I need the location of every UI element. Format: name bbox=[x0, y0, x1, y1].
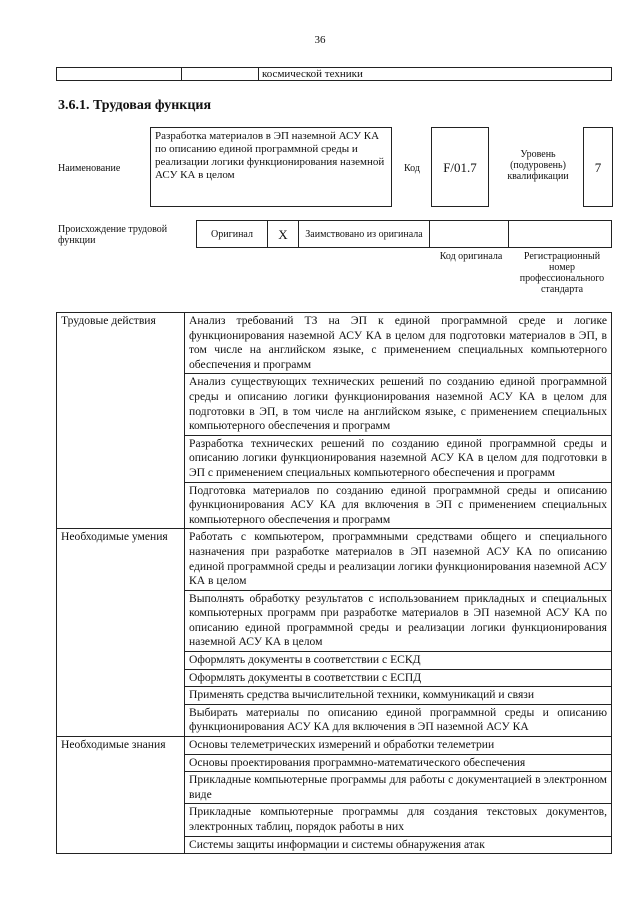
empty-cell bbox=[182, 68, 259, 81]
required-skills-item: Оформлять документы в соответствии с ЕСКД bbox=[185, 652, 612, 670]
table-row bbox=[57, 737, 612, 755]
code-label: Код bbox=[404, 163, 420, 174]
section-title: 3.6.1. Трудовая функция bbox=[58, 98, 212, 113]
table-row bbox=[57, 313, 612, 374]
continuation-row bbox=[56, 67, 612, 81]
reg-number-cell bbox=[509, 221, 612, 248]
origin-code-cell bbox=[430, 221, 509, 248]
labor-actions-item: Подготовка материалов по созданию единой программной среды и описанию функционирования АСУ КА для включения в ЭП с применением специальных компьютерного обеспечения и программ bbox=[185, 482, 612, 529]
function-code: F/01.7 bbox=[431, 127, 489, 207]
labor-actions-item: Анализ существующих технических решений по созданию единой программной среды и описанию логики функционирования наземной АСУ КА в целом для подготовки в ЭП, в том числе на английском языке, с применением специальных компьютерного обеспечения и программ bbox=[185, 374, 612, 435]
name-label: Наименование bbox=[58, 163, 121, 174]
labor-actions-item: Разработка технических решений по созданию единой программной среды и описанию логики функционирования наземной АСУ КА в целом для подготовки в ЭП с применением специальных компьютерного обеспечения и программ bbox=[185, 435, 612, 482]
reg-number-caption: Регистрационный номер профессионального стандарта bbox=[519, 251, 605, 295]
original-label: Оригинал bbox=[197, 221, 268, 248]
table-row bbox=[57, 529, 612, 590]
required-skills-title: Необходимые умения bbox=[57, 529, 185, 737]
required-skills-item: Применять средства вычислительной техники, коммуникаций и связи bbox=[185, 687, 612, 705]
required-knowledge-item: Основы проектирования программно-математического обеспечения bbox=[185, 754, 612, 772]
required-skills-item: Выбирать материалы по описанию единой программной среды и описанию функционирования АСУ КА для включения в ЭП наземной АСУ КА bbox=[185, 704, 612, 736]
required-skills-item: Оформлять документы в соответствии с ЕСПД bbox=[185, 669, 612, 687]
required-knowledge-title: Необходимые знания bbox=[57, 737, 185, 854]
continuation-text: космической техники bbox=[259, 68, 612, 81]
origin-table bbox=[196, 220, 612, 248]
required-skills-item: Работать с компьютером, программными средствами общего и специального назначения при разработке материалов в ЭП наземной АСУ КА по описанию единой программной среды и реализации логики функционирования наземной АСУ КА в целом bbox=[185, 529, 612, 590]
function-name: Разработка материалов в ЭП наземной АСУ КА по описанию единой программной среды и реализации логики функционирования наземной АСУ КА в целом bbox=[150, 127, 392, 207]
required-knowledge-item: Основы телеметрических измерений и обработки телеметрии bbox=[185, 737, 612, 755]
empty-cell bbox=[57, 68, 182, 81]
function-table bbox=[56, 312, 612, 854]
qualification-level: 7 bbox=[583, 127, 613, 207]
origin-label: Происхождение трудовой функции bbox=[58, 224, 168, 246]
labor-actions-item: Анализ требований ТЗ на ЭП к единой программной среде и логике функционирования наземной АСУ КА в целом для подготовки материалов в ЭП, в том числе на английском языке, с применением специальных компьютерного обеспечения и программ bbox=[185, 313, 612, 374]
required-knowledge-item: Прикладные компьютерные программы для создания текстовых документов, электронных таблиц, порядок работы в них bbox=[185, 804, 612, 836]
labor-actions-title: Трудовые действия bbox=[57, 313, 185, 529]
origin-code-caption: Код оригинала bbox=[439, 251, 503, 262]
level-label: Уровень (подуровень) квалификации bbox=[507, 149, 569, 182]
required-knowledge-item: Прикладные компьютерные программы для работы с документацией в электронном виде bbox=[185, 772, 612, 804]
page-number: 36 bbox=[314, 34, 326, 46]
required-skills-item: Выполнять обработку результатов с использованием прикладных и специальных компьютерных программ при разработке материалов в ЭП наземной АСУ КА по описанию единой программной среды и реализации логики функционирования наземной АСУ КА в целом bbox=[185, 590, 612, 651]
borrowed-label: Заимствовано из оригинала bbox=[299, 221, 430, 248]
required-knowledge-item: Системы защиты информации и системы обнаружения атак bbox=[185, 836, 612, 854]
original-mark: X bbox=[268, 221, 299, 248]
